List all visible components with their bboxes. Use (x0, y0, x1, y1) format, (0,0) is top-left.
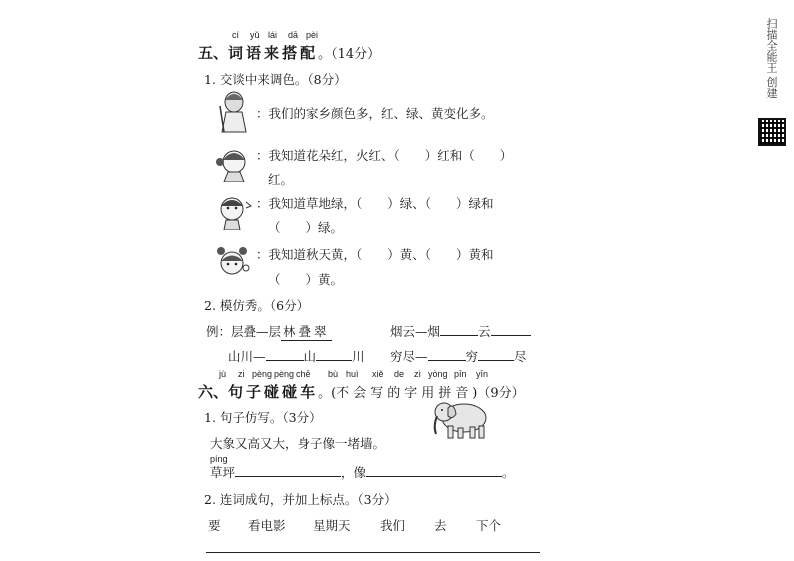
pinyin: píng (210, 454, 228, 464)
pinyin: xiě (372, 369, 384, 379)
pinyin: yǔ (250, 30, 260, 40)
boy-illustration (214, 192, 254, 230)
imitation-line: 草坪 ，像 。 (210, 465, 515, 480)
example-sentence: 大象又高又大，身子像一堵墙。 (210, 436, 386, 451)
dialogue-line: （ ）黄。 (268, 272, 344, 287)
pinyin: zi (238, 369, 245, 379)
word-card: 要 (208, 518, 221, 533)
fill-line: 烟云—烟 云 (390, 322, 531, 340)
question-title: 2. 模仿秀。（6分） (204, 298, 310, 313)
word-card: 我们 (380, 518, 406, 533)
pinyin: pèng (274, 369, 295, 379)
fill-line: 山川— 山 川 (228, 349, 365, 364)
dialogue-line: 红。 (268, 172, 294, 187)
question-title: 1. 句子仿写。（3分） (204, 410, 322, 425)
pinyin: yīn (476, 369, 489, 379)
dialogue-line: ：我们的家乡颜色多，红、绿、黄变化多。 (256, 106, 494, 121)
pinyin: bù (328, 369, 339, 379)
question-title: 1. 交谈中来调色。（8分） (204, 72, 347, 87)
scanner-watermark: 扫描全能王 创建 (765, 18, 778, 99)
section-heading-5: 五、词语来搭配。（14分） (198, 44, 381, 62)
dialogue-line: ：我知道秋天黄，（ ）黄、（ ）黄和 (256, 247, 494, 262)
pinyin: pèng (252, 369, 273, 379)
pinyin: pèi (306, 30, 319, 40)
section-heading-6: 六、句子碰碰车。(不会写的字用拼音)（9分） (198, 383, 525, 401)
pinyin: pīn (454, 369, 467, 379)
word-card: 去 (434, 518, 447, 533)
word-card: 看电影 (248, 518, 286, 533)
elephant-illustration (428, 394, 490, 442)
pinyin: dā (288, 30, 299, 40)
pinyin: jù (219, 369, 227, 379)
girl-buns-illustration (212, 244, 252, 280)
pinyin: lái (268, 30, 278, 40)
pinyin: de (394, 369, 405, 379)
dialogue-line: ：我知道花朵红，火红、（ ）红和（ ） (256, 148, 513, 163)
pinyin: zì (414, 369, 422, 379)
word-card: 下个 (476, 518, 502, 533)
dialogue-line: （ ）绿。 (268, 220, 344, 235)
pinyin: cí (232, 30, 240, 40)
pinyin: huì (346, 369, 359, 379)
question-title: 2. 连词成句，并加上标点。（3分） (204, 492, 397, 507)
example-line: 例：层叠—层 林叠翠 (206, 324, 330, 339)
pinyin: chē (296, 369, 311, 379)
word-card: 星期天 (313, 518, 351, 533)
dialogue-line: ：我知道草地绿，（ ）绿、（ ）绿和 (256, 196, 494, 211)
girl-teacher-illustration (212, 88, 252, 134)
girl-illustration (214, 142, 254, 182)
answer-line (206, 552, 540, 553)
qr-code-icon (758, 118, 786, 146)
fill-line: 穷尽— 穷 尽 (390, 349, 527, 364)
pinyin: yòng (428, 369, 448, 379)
